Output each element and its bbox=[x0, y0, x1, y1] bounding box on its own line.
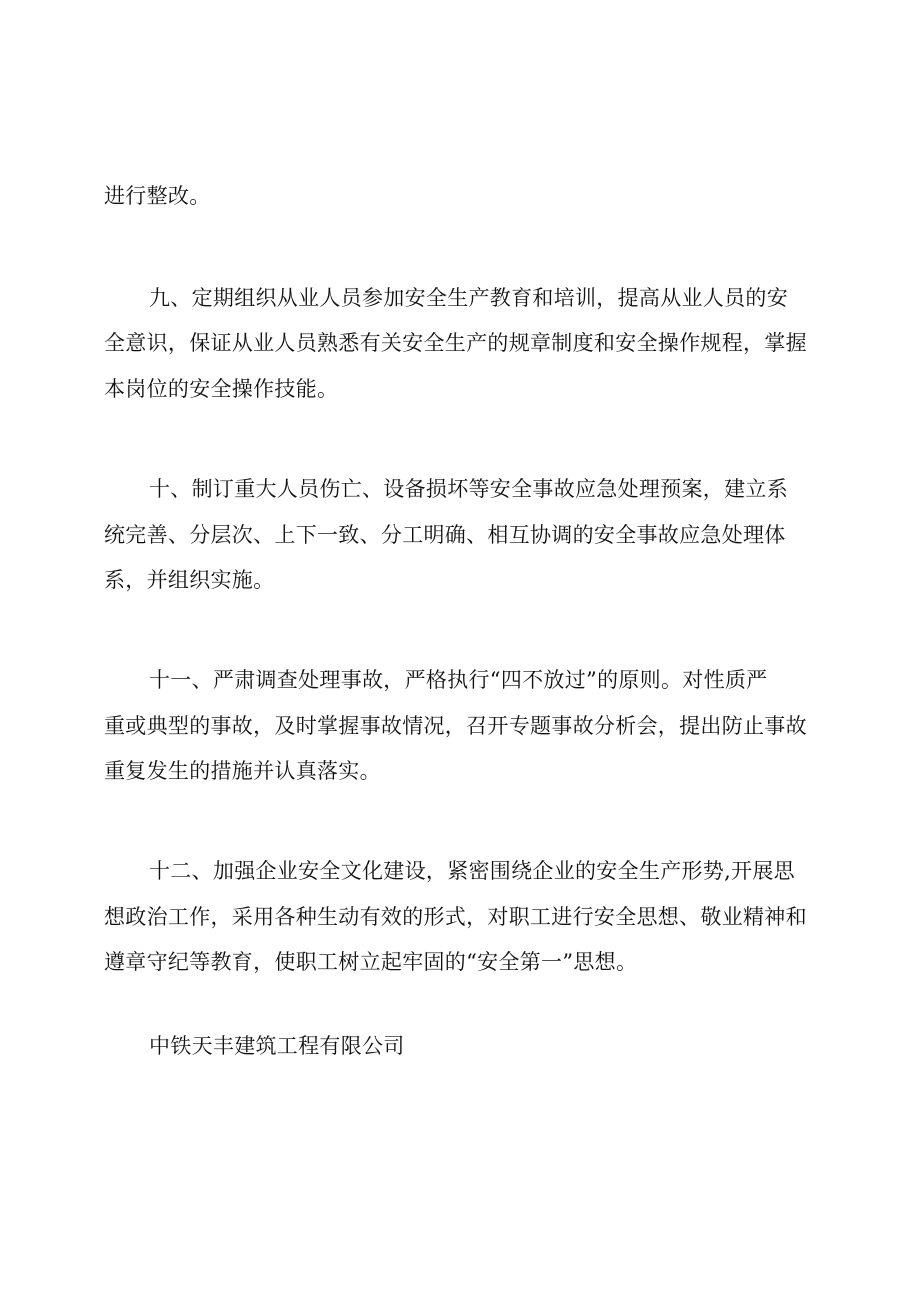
item-10-line-1: 十、制订重大人员伤亡、设备损坏等安全事故应急处理预案，建立系 bbox=[149, 477, 788, 501]
item-11-line-3: 重复发生的措施并认真落实。 bbox=[104, 759, 381, 783]
item-9-line-3: 本岗位的安全操作技能。 bbox=[104, 377, 339, 401]
item-12-line-2: 想政治工作，采用各种生动有效的形式，对职工进行安全思想、敬业精神和 bbox=[104, 905, 807, 929]
item-12-line-3: 遵章守纪等教育，使职工树立起牢固的“安全第一”思想。 bbox=[104, 950, 638, 974]
item-10-line-3: 系，并组织实施。 bbox=[104, 568, 275, 592]
item-11-line-1: 十一、严肃调查处理事故，严格执行“四不放过”的原则。对性质严 bbox=[149, 668, 768, 692]
company-signature: 中铁天丰建筑工程有限公司 bbox=[149, 1034, 405, 1058]
continuation-line: 进行整改。 bbox=[104, 184, 211, 208]
item-9-line-1: 九、定期组织从业人员参加安全生产教育和培训，提高从业人员的安 bbox=[149, 286, 788, 310]
item-12-line-1: 十二、加强企业安全文化建设，紧密围绕企业的安全生产形势,开展思 bbox=[149, 859, 795, 883]
item-11-line-2: 重或典型的事故，及时掌握事故情况，召开专题事故分析会，提出防止事故 bbox=[104, 714, 807, 738]
item-9-line-2: 全意识，保证从业人员熟悉有关安全生产的规章制度和安全操作规程，掌握 bbox=[104, 331, 807, 355]
item-10-line-2: 统完善、分层次、上下一致、分工明确、相互协调的安全事故应急处理体 bbox=[104, 523, 786, 547]
